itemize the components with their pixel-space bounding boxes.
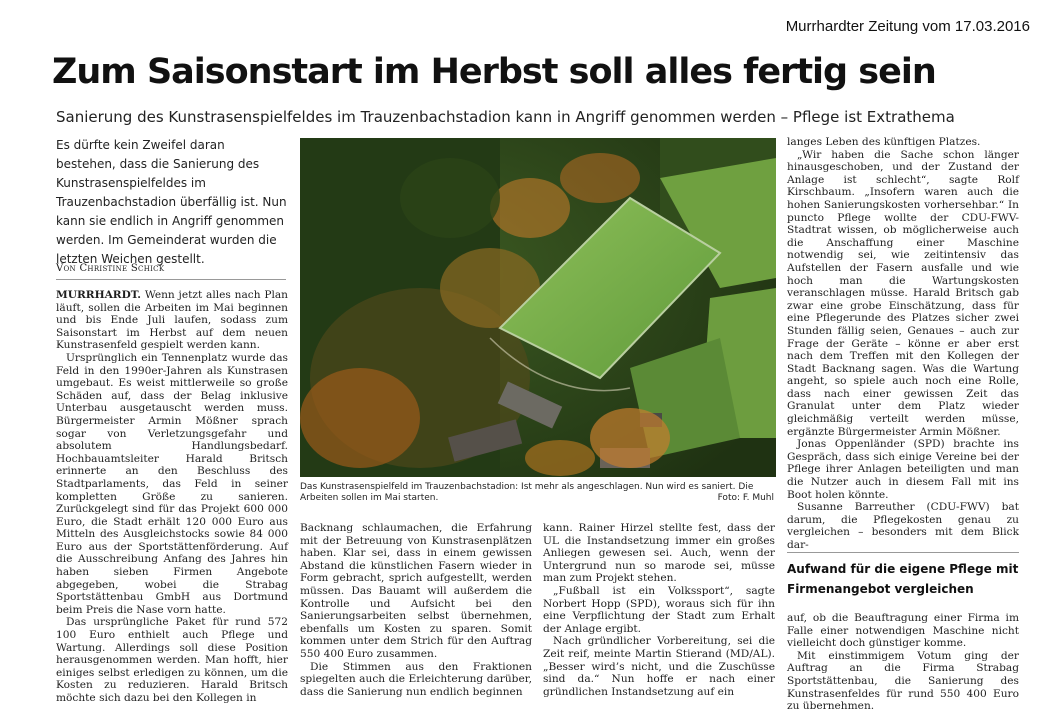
sidebar-headline: Aufwand für die eigene Pflege mit Firmenangebot vergleichen [787, 552, 1019, 599]
author-byline: Von Christine Schick [56, 263, 286, 280]
lead-paragraph: Es dürfte kein Zweifel daran bestehen, dass die Sanierung des Kunstrasenspielfeldes im Trauzenbachstadion überfällig ist. Nun kann sie endlich in Angriff genommen werden. Im Gemeinderat wurden die letzten Weichen gestellt. [56, 138, 287, 266]
photo-caption [300, 482, 774, 504]
column-4-paragraph-3: Jonas Oppenländer (SPD) brachte ins Gespräch, dass sich einige Vereine bei der Pflege ihrer Anlagen beteiligten und man die Nutzer auch in diesem Fall mit ins Boot holen könnte. [787, 438, 1019, 501]
column-4b-paragraph-1: auf, ob die Beauftragung einer Firma im Falle einer notwendigen Maschine nicht vielleicht doch günstiger komme. [787, 612, 1019, 650]
column-3-paragraph-1: kann. Rainer Hirzel stellte fest, dass der UL die Instandsetzung immer ein großes Anliegen gewesen sei. Auch, wenn der Untergrund nun so marode sei, müsse man zum Projekt stehen. [543, 522, 775, 585]
photo-credit: Foto: F. Muhl [717, 493, 774, 503]
column-1-paragraph-1 [56, 289, 288, 352]
column-4-paragraph-4: Susanne Barreuther (CDU-FWV) bat darum, die Pflegekosten genau zu vergleichen – besonders mit dem Blick dar- [787, 501, 1019, 551]
column-3-paragraph-3: Nach gründlicher Vorbereitung, sei die Zeit reif, meinte Martin Stierand (MD/AL). „Besser wird’s nicht, und die Zuschüsse sind da.“ Nun hoffe er nach einer gründlichen Instandsetzung auf ein [543, 635, 775, 698]
article-column-3 [543, 522, 775, 698]
column-2-paragraph-1: Backnang schlaumachen, die Erfahrung mit der Betreuung von Kunstrasenplätzen haben. Klar sei, dass in einem gewissen Abstand die künstlichen Fasern wieder in Form gebracht, sprich aufgestellt, werden müssen. Das Bauamt will außerdem die Kontrolle und Aufsicht bei den Sanierungsarbeiten selbst übernehmen, ebenfalls um Kosten zu sparen. Somit kommen unter dem Strich für den Auftrag 550 400 Euro zusammen. [300, 522, 532, 660]
article-column-1 [56, 289, 288, 705]
column-4b-paragraph-2: Mit einstimmigem Votum ging der Auftrag an die Firma Strabag Sportstättenbau, die Sanierung des Kunstrasenfeldes für rund 550 400 Euro zu übernehmen. [787, 649, 1019, 713]
aerial-photo [300, 138, 776, 477]
photo-caption-text: Das Kunstrasenspielfeld im Trauzenbachstadion: Ist mehr als angeschlagen. Nun wird es saniert. Die Arbeiten sollen im Mai starten. [300, 482, 754, 503]
subheadline: Sanierung des Kunstrasenspielfeldes im Trauzenbachstadion kann in Angriff genommen werden – Pflege ist Extrathema [56, 108, 955, 126]
article-column-2 [300, 522, 532, 698]
column-4-paragraph-2: „Wir haben die Sache schon länger hinausgeschoben, und der Zustand der Anlage ist schlecht“, sagte Rolf Kirschbaum. „Insofern waren auch die hohen Sanierungskosten vorhersehbar.“ In puncto Pflege wollte der CDU-FWV-Stadtrat wissen, ob möglicherweise auch die Anschaffung einer Maschine notwendig sei, wie zeitintensiv das Aufstellen der Fasern ausfalle und wie hoch man die Wartungskosten veranschlagen müsse. Harald Britsch gab zwar eine grobe Einschätzung, dass für eine Pflegerunde des Platzes sicher zwei Stunden fällig seien, Genaues – auch zur Frage der Geräte – könne er aber erst nach dem Treffen mit den Kollegen der Stadt Backnang sagen. Was die Wartung angeht, so spiele auch noch eine Rolle, dass nach einer gewissen Zeit das Granulat unter dem Platz wieder gleichmäßig verteilt werden müsse, ergänzte Bürgermeister Armin Mößner. [787, 148, 1019, 438]
column-3-paragraph-2: „Fußball ist ein Volkssport“, sagte Norbert Hopp (SPD), woraus sich für ihn eine Verpflichtung der Stadt zum Erhalt der Anlage ergibt. [543, 584, 775, 635]
article-column-4 [787, 136, 1019, 552]
column-1-paragraph-3: Das ursprüngliche Paket für rund 572 100 Euro enthielt auch Pflege und Wartung. Allerdings soll diese Position herausgenommen werden. Man hofft, hier einiges selbst erledigen zu können, um die Kosten zu reduzieren. Harald Britsch möchte sich dazu bei den Kollegen in [56, 616, 288, 704]
source-label: Murrhardter Zeitung vom 17.03.2016 [785, 18, 1030, 35]
dateline: MURRHARDT. [56, 289, 141, 301]
aerial-photo-illustration [300, 138, 776, 477]
article-column-4-continued [787, 612, 1019, 713]
column-2-paragraph-2: Die Stimmen aus den Fraktionen spiegelten auch die Erleichterung darüber, dass die Sanierung nun endlich beginnen [300, 660, 532, 698]
column-1-paragraph-1-text: Wenn jetzt alles nach Plan läuft, sollen die Arbeiten im Mai beginnen und bis Ende Juli laufen, sodass zum Saisonstart im Herbst auf dem neuen Kunstrasenfeld gespielt werden kann. [56, 289, 288, 352]
column-1-paragraph-2: Ursprünglich ein Tennenplatz wurde das Feld in den 1990er-Jahren als Kunstrasen umgebaut. Es weist mittlerweile so große Schäden auf, dass der Belag inklusive Unterbau ausgetauscht werden muss. Bürgermeister Armin Mößner sprach sogar von Verletzungsgefahr und absolutem Handlungsbedarf. Hochbauamtsleiter Harald Britsch erinnerte an den Beschluss des Stadtparlaments, das Feld in seiner kompletten Größe zu sanieren. Zurückgelegt sind für das Projekt 600 000 Euro, die Stadt erhält 120 000 Euro aus Mitteln des Ausgleichstocks sowie 84 000 Euro aus der Sportstättenförderung. Auf die Ausschreibung Anfang des Jahres hin haben sieben Firmen Angebote abgegeben, wobei die Strabag Sportstättenbau GmbH aus Dortmund beim Preis die Nase vorn hatte. [56, 351, 288, 616]
headline: Zum Saisonstart im Herbst soll alles fertig sein [52, 52, 936, 92]
column-4-paragraph-1: langes Leben des künftigen Platzes. [787, 136, 981, 148]
